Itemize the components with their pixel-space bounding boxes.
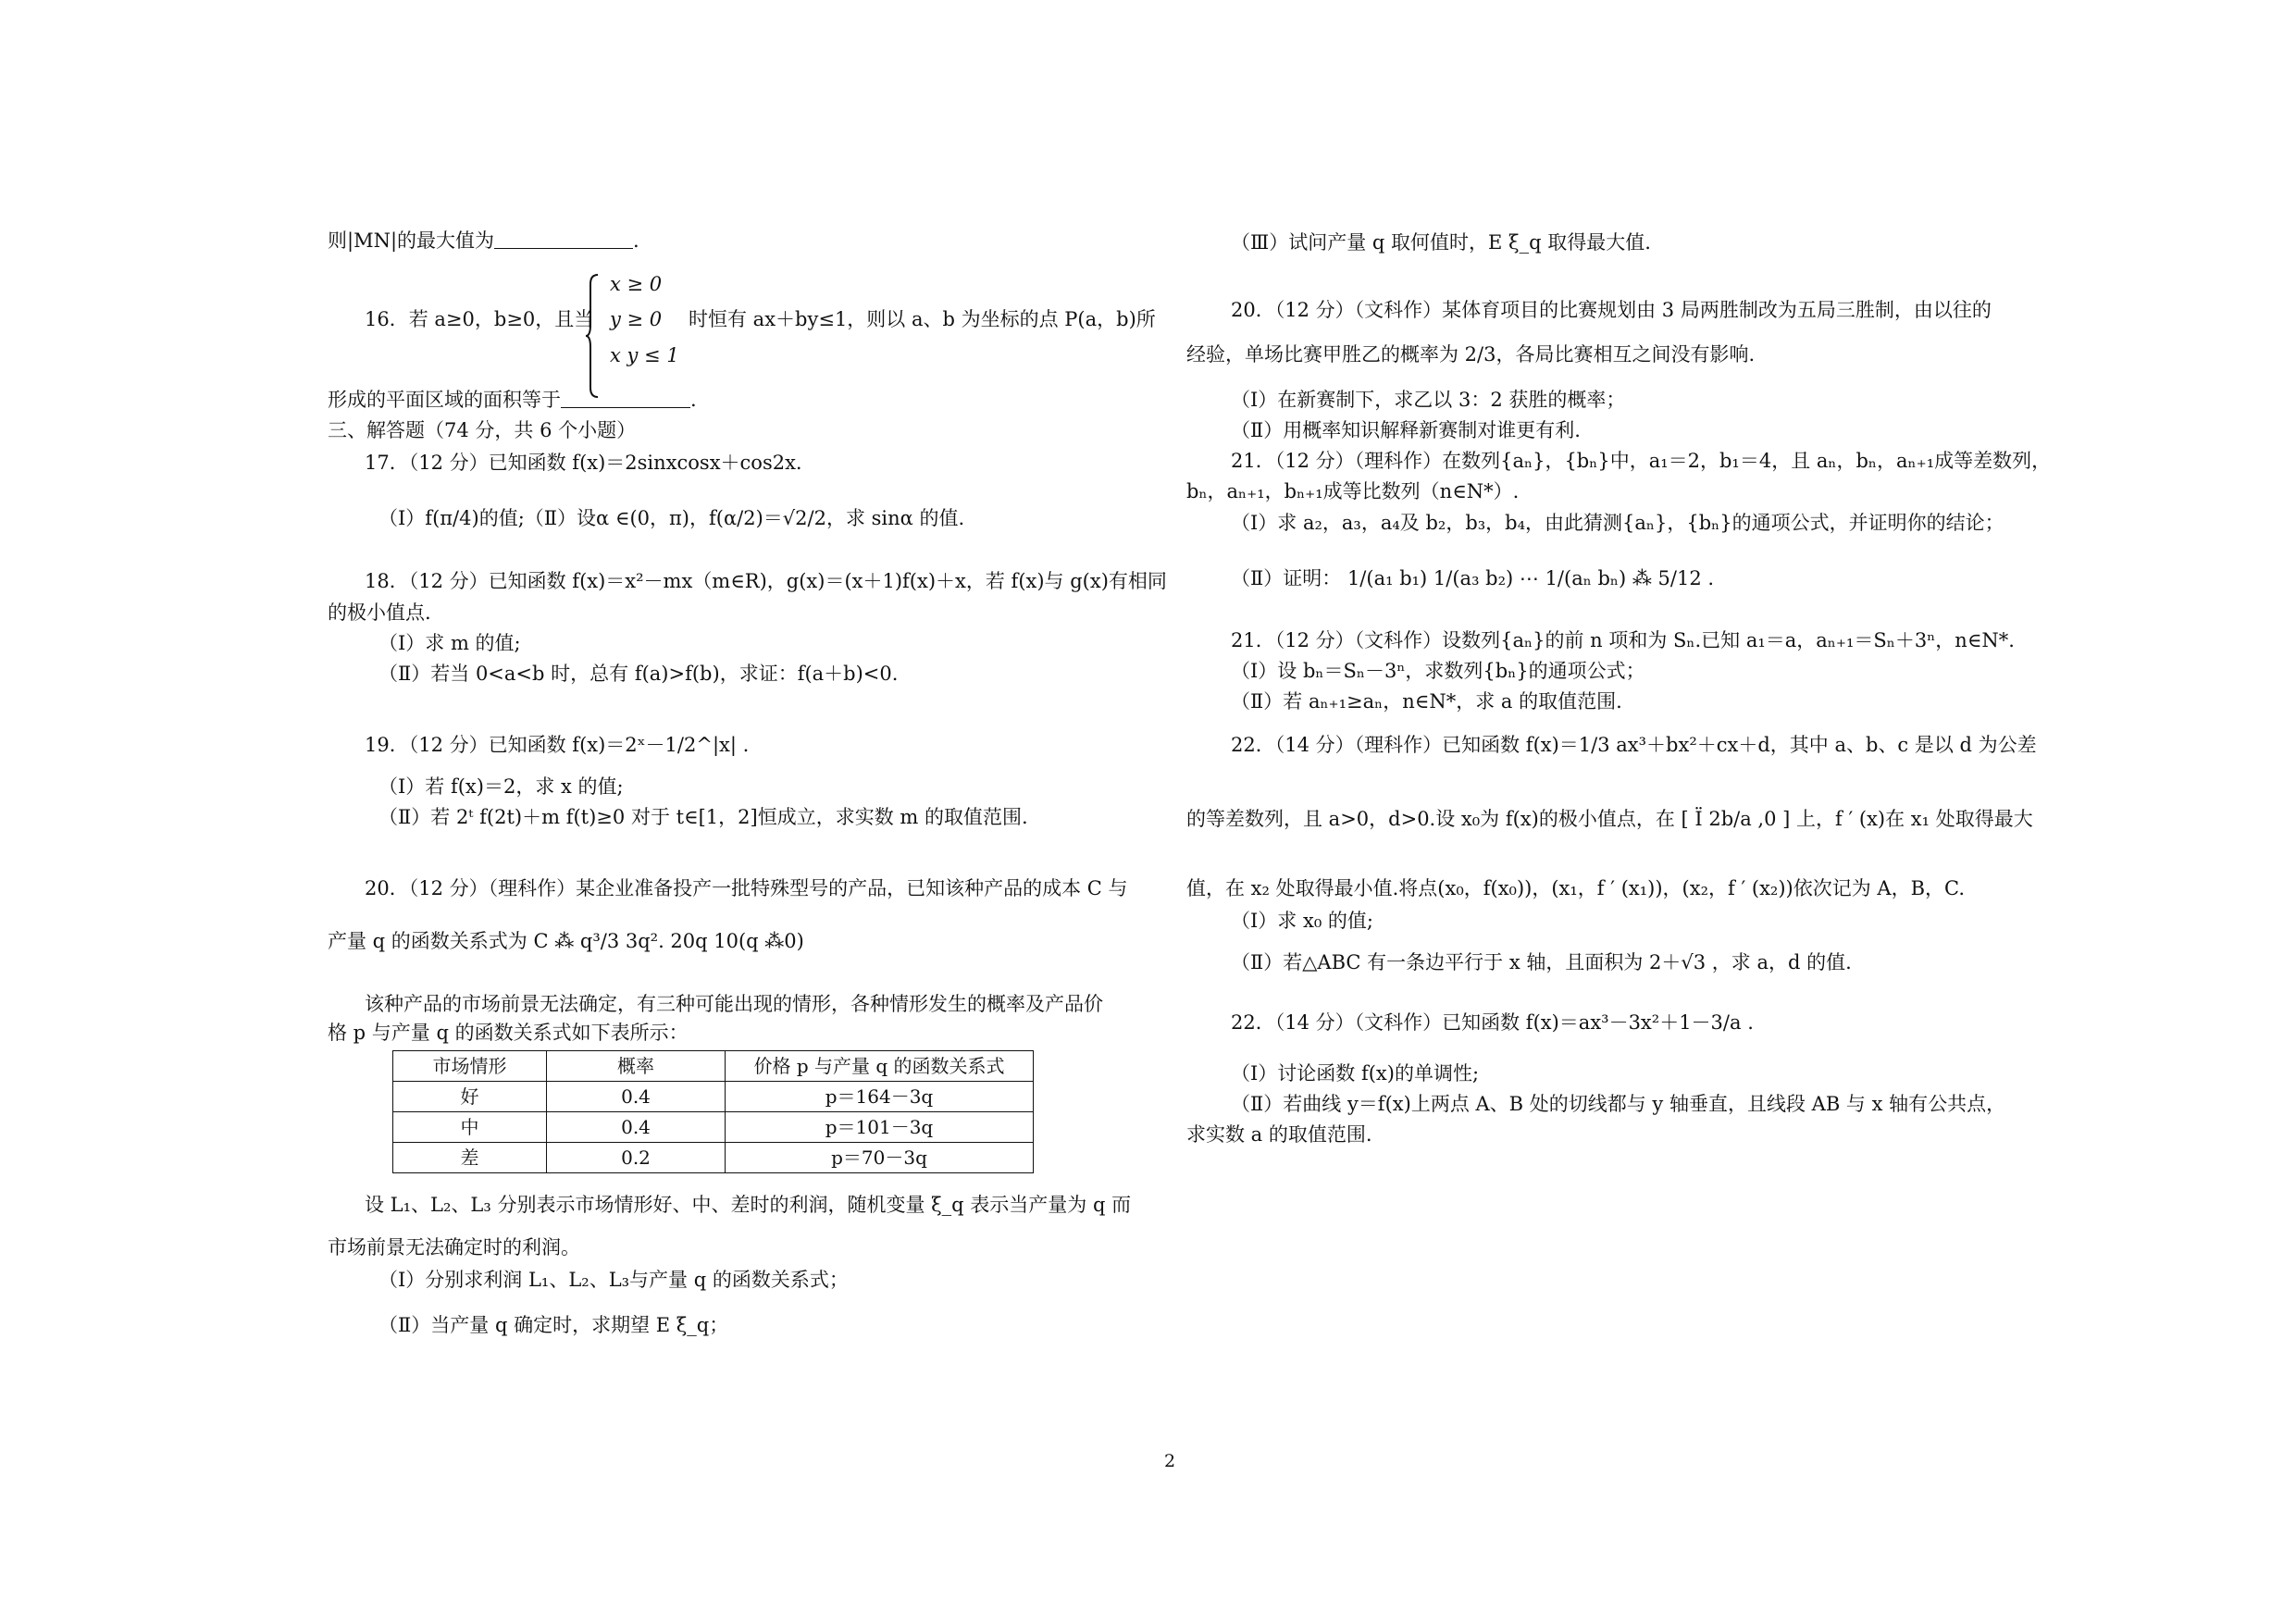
text-line: 21．（12 分）（理科作）在数列{aₙ}，{bₙ}中，a₁＝2，b₁＝4，且 aₙ，bₙ，aₙ₊₁成等差数列， <box>1231 450 2052 472</box>
text-line: （Ⅱ）用概率知识解释新赛制对谁更有利. <box>1231 419 1581 441</box>
table-header-row <box>393 1051 1034 1082</box>
text-line: （Ⅰ）在新赛制下，求乙以 3：2 获胜的概率； <box>1231 389 1626 411</box>
text-line: （Ⅲ）试问产量 q 取何值时，E ξ_q 取得最大值. <box>1231 231 1651 254</box>
table-row <box>393 1112 1034 1143</box>
table-cell: 0.4 <box>547 1112 726 1143</box>
text-line: 求实数 a 的取值范围. <box>1186 1123 1372 1146</box>
text-line: bₙ，aₙ₊₁，bₙ₊₁成等比数列（n∈N*）. <box>1186 480 1520 502</box>
inequality-1: x ≥ 0 <box>610 273 663 295</box>
text-line: （Ⅱ）证明： 1/(a₁ b₁) 1/(a₃ b₂) ⋯ 1/(aₙ bₙ) ⁂ 5/12 . <box>1231 567 1715 589</box>
table-cell: p＝70－3q <box>726 1143 1034 1173</box>
table-cell: 差 <box>393 1143 547 1173</box>
table-cell: 好 <box>393 1082 547 1112</box>
answer-blank <box>561 387 690 408</box>
text-line: （Ⅰ）设 bₙ＝Sₙ－3ⁿ，求数列{bₙ}的通项公式； <box>1231 660 1645 682</box>
table-cell: 中 <box>393 1112 547 1143</box>
section-heading: 三、解答题（74 分，共 6 个小题） <box>328 419 637 441</box>
text-line: 19．（12 分）已知函数 f(x)＝2ˣ－1/2^|x| . <box>365 734 750 756</box>
table-header: 价格 p 与产量 q 的函数关系式 <box>726 1051 1034 1082</box>
text-line: （Ⅰ）求 m 的值; <box>379 632 521 654</box>
table-cell: p＝164－3q <box>726 1082 1034 1112</box>
text-line: （Ⅰ）若 f(x)＝2，求 x 的值; <box>379 775 624 798</box>
text-line: 格 p 与产量 q 的函数关系式如下表所示： <box>328 1022 689 1044</box>
text-line: 16．若 a≥0，b≥0，且当 <box>365 308 594 330</box>
text-line: （Ⅱ）若△ABC 有一条边平行于 x 轴，且面积为 2＋√3 ，求 a，d 的值. <box>1231 951 1852 973</box>
table-header: 概率 <box>547 1051 726 1082</box>
text-line: （Ⅰ）讨论函数 f(x)的单调性; <box>1231 1062 1480 1085</box>
table-cell: p＝101－3q <box>726 1112 1034 1143</box>
text-line: 22．（14 分）（理科作）已知函数 f(x)＝1/3 ax³＋bx²＋cx＋d，其中 a、b、c 是以 d 为公差 <box>1231 734 2037 756</box>
text-line: 的极小值点. <box>328 601 431 624</box>
text-line: 20．（12 分）（理科作）某企业准备投产一批特殊型号的产品，已知该种产品的成本 C 与 <box>365 877 1128 899</box>
table-cell: 0.4 <box>547 1082 726 1112</box>
table-cell: 0.2 <box>547 1143 726 1173</box>
text-line: （Ⅰ）f(π/4)的值;（Ⅱ）设α ∈(0，π)，f(α/2)＝√2/2，求 sinα 的值. <box>379 507 965 529</box>
text-line: 该种产品的市场前景无法确定，有三种可能出现的情形，各种情形发生的概率及产品价 <box>365 993 1103 1015</box>
text-line: 时恒有 ax＋by≤1，则以 a、b 为坐标的点 P(a，b)所 <box>689 308 1156 330</box>
text-span: . <box>633 229 639 252</box>
market-table <box>392 1050 1034 1173</box>
answer-blank <box>494 228 633 249</box>
text-line: 17．（12 分）已知函数 f(x)＝2sinxcosx＋cos2x. <box>365 452 802 474</box>
text-line: 市场前景无法确定时的利润。 <box>328 1236 580 1258</box>
text-line: 设 L₁、L₂、L₃ 分别表示市场情形好、中、差时的利润，随机变量 ξ_q 表示当产量为 q 而 <box>365 1194 1132 1216</box>
text-line: （Ⅰ）求 x₀ 的值; <box>1231 910 1373 932</box>
text-span: . <box>690 389 697 411</box>
text-line: （Ⅱ）当产量 q 确定时，求期望 E ξ_q； <box>379 1314 729 1336</box>
table-row <box>393 1082 1034 1112</box>
text-line: （Ⅱ）若当 0<a<b 时，总有 f(a)>f(b)，求证：f(a＋b)<0. <box>379 663 899 685</box>
text-line <box>328 386 697 415</box>
text-line: 经验，单场比赛甲胜乙的概率为 2/3，各局比赛相互之间没有影响. <box>1186 343 1756 366</box>
system-brace-icon <box>585 273 600 399</box>
inequality-2: y ≥ 0 <box>610 308 663 330</box>
text-line <box>328 227 639 256</box>
text-line: 的等差数列，且 a>0，d>0.设 x₀为 f(x)的极小值点，在 [ Ï 2b/a ,0 ] 上，f ′ (x)在 x₁ 处取得最大 <box>1186 808 2033 830</box>
text-line: 产量 q 的函数关系式为 C ⁂ q³/3 3q². 20q 10(q ⁂0) <box>328 930 804 952</box>
text-line: 22．（14 分）（文科作）已知函数 f(x)＝ax³－3x²＋1－3/a . <box>1231 1011 1754 1034</box>
text-span: 形成的平面区域的面积等于 <box>328 389 561 411</box>
inequality-3: x y ≤ 1 <box>610 344 679 366</box>
text-line: （Ⅱ）若 aₙ₊₁≥aₙ，n∈N*，求 a 的取值范围. <box>1231 690 1622 713</box>
text-line: （Ⅰ）分别求利润 L₁、L₂、L₃与产量 q 的函数关系式； <box>379 1269 849 1291</box>
text-line: 值，在 x₂ 处取得最小值.将点(x₀，f(x₀))，(x₁，f ′ (x₁))，(x₂，f ′ (x₂))依次记为 A，B，C. <box>1186 877 1965 899</box>
text-line: （Ⅱ）若曲线 y＝f(x)上两点 A、B 处的切线都与 y 轴垂直，且线段 AB 与 x 轴有公共点， <box>1231 1093 2006 1115</box>
text-line: 18．（12 分）已知函数 f(x)＝x²－mx（m∈R)，g(x)＝(x＋1)f(x)＋x，若 f(x)与 g(x)有相同 <box>365 570 1167 592</box>
text-line: 20．（12 分）（文科作）某体育项目的比赛规划由 3 局两胜制改为五局三胜制，由以往的 <box>1231 299 1992 321</box>
text-line: （Ⅰ）求 a₂，a₃，a₄及 b₂，b₃，b₄，由此猜测{aₙ}，{bₙ}的通项公式，并证明你的结论； <box>1231 512 2004 534</box>
page-number: 2 <box>1164 1451 1176 1471</box>
text-line: （Ⅱ）若 2ᵗ f(2t)＋m f(t)≥0 对于 t∈[1，2]恒成立，求实数 m 的取值范围. <box>379 806 1028 828</box>
table-header: 市场情形 <box>393 1051 547 1082</box>
table-row <box>393 1143 1034 1173</box>
text-line: 21．（12 分）（文科作）设数列{aₙ}的前 n 项和为 Sₙ.已知 a₁＝a，aₙ₊₁＝Sₙ＋3ⁿ，n∈N*. <box>1231 629 2015 651</box>
text-span: 则|MN|的最大值为 <box>328 229 495 252</box>
